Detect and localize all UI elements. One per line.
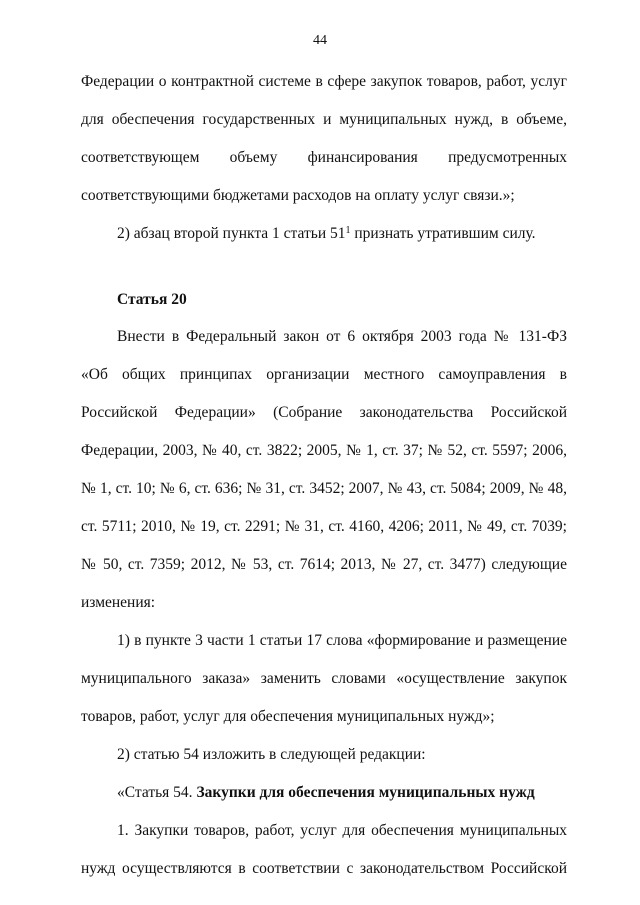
text-line: № 1, ст. 10; № 6, ст. 636; № 31, ст. 3452; 2007, № 43, ст. 5084; 2009, № 48, (81, 480, 567, 497)
text-line: «Об общих принципах организации местного самоуправления в (81, 366, 567, 383)
text-line: соответствующем объему финансирования предусмотренных (81, 149, 567, 166)
text-line: ст. 5711; 2010, № 19, ст. 2291; № 31, ст. 4160, 4206; 2011, № 49, ст. 7039; (81, 518, 567, 535)
text-line: изменения: (81, 594, 156, 611)
article-20-heading: Статья 20 (117, 291, 187, 308)
change-2-text: 2) статью 54 изложить в следующей редакции: (117, 746, 426, 763)
page-number: 44 (313, 33, 327, 48)
text-line: товаров, работ, услуг для обеспечения муниципальных нужд»; (81, 708, 495, 725)
text-line: 1) в пункте 3 части 1 статьи 17 слова «формирование и размещение (117, 632, 567, 649)
superscript: 1 (345, 225, 351, 236)
text-line: № 50, ст. 7359; 2012, № 53, ст. 7614; 2013, № 27, ст. 3477) следующие (81, 556, 567, 573)
item-2-paragraph (117, 224, 567, 244)
text-line: нужд осуществляются в соответствии с законодательством Российской (81, 860, 567, 877)
text-line: Российской Федерации» (Собрание законодательства Российской (81, 404, 567, 421)
text-line: соответствующими бюджетами расходов на оплату услуг связи.»; (81, 187, 515, 204)
article-54-title: Закупки для обеспечения муниципальных нужд (196, 784, 535, 801)
text-line: 1. Закупки товаров, работ, услуг для обеспечения муниципальных (117, 822, 567, 839)
text-line: для обеспечения государственных и муниципальных нужд, в объеме, (81, 111, 567, 128)
article-54-heading (117, 783, 567, 803)
article-54-prefix: «Статья 54. (117, 784, 197, 801)
text-line: Федерации, 2003, № 40, ст. 3822; 2005, № 1, ст. 37; № 52, ст. 5597; 2006, (81, 442, 567, 459)
item-2-text-end: признать утратившим силу. (350, 225, 536, 242)
item-2-text: 2) абзац второй пункта 1 статьи 51 (117, 225, 346, 242)
text-line: Федерации о контрактной системе в сфере закупок товаров, работ, услуг (81, 73, 567, 90)
text-line: Внести в Федеральный закон от 6 октября 2003 года № 131-ФЗ (117, 328, 567, 345)
text-line: муниципального заказа» заменить словами «осуществление закупок (81, 670, 567, 687)
